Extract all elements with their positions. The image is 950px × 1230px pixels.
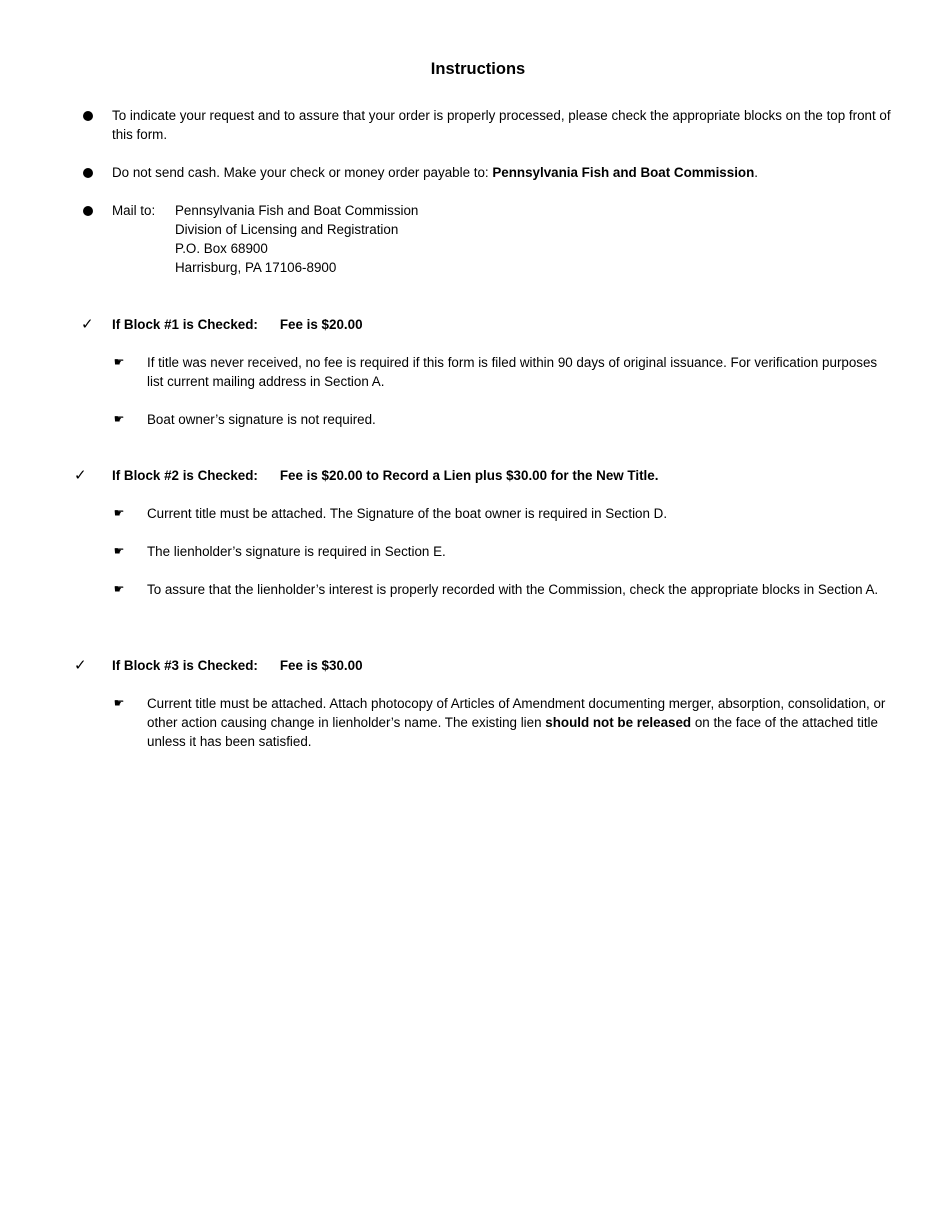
page-title: Instructions: [430, 60, 526, 78]
item-text: Boat owner’s signature is not required.: [147, 412, 376, 427]
address-line: Division of Licensing and Registration: [175, 222, 399, 237]
emphasis-text: should not be released: [545, 715, 692, 730]
payee-name: Pennsylvania Fish and Boat Commission: [492, 165, 755, 180]
block-heading: If Block #2 is Checked:: [112, 468, 258, 483]
pointing-hand-icon: ☛: [113, 544, 125, 558]
pointing-hand-icon: ☛: [113, 355, 125, 369]
filled-circle-icon: [83, 168, 93, 178]
bullet-text: Do not send cash. Make your check or money order payable to: Pennsylvania Fish and Boat Commission.: [112, 165, 759, 180]
fee-text: Fee is $20.00 to Record a Lien plus $30.00 for the New Title.: [279, 468, 659, 483]
address-line: P.O. Box 68900: [175, 241, 268, 256]
check-mark-icon: ✓: [74, 467, 87, 484]
check-mark-icon: ✓: [74, 657, 87, 674]
fee-text: Fee is $30.00: [279, 658, 363, 673]
address-lines: [175, 201, 575, 277]
address-line: Pennsylvania Fish and Boat Commission: [175, 203, 419, 218]
item-text: If title was never received, no fee is required if this form is filed within 90 days of original issuance. For verification purposes list current mailing address in Section A.: [147, 355, 878, 389]
pointing-hand-icon: ☛: [113, 412, 125, 426]
bullet-text: To indicate your request and to assure that your order is properly processed, please check the appropriate blocks on the top front of this form.: [112, 108, 891, 142]
address-line: Harrisburg, PA 17106-8900: [175, 260, 337, 275]
pointing-hand-icon: ☛: [113, 696, 125, 710]
filled-circle-icon: [83, 111, 93, 121]
item-text: Current title must be attached. The Signature of the boat owner is required in Section D.: [147, 506, 668, 521]
pointing-hand-icon: ☛: [113, 582, 125, 596]
check-mark-icon: ✓: [81, 316, 94, 333]
item-text: To assure that the lienholder’s interest is properly recorded with the Commission, check the appropriate blocks in Section A.: [147, 582, 879, 597]
pointing-hand-icon: ☛: [113, 506, 125, 520]
filled-circle-icon: [83, 206, 93, 216]
mailing-address: [112, 201, 902, 281]
fee-text: Fee is $20.00: [279, 317, 363, 332]
item-text: The lienholder’s signature is required in Section E.: [147, 544, 446, 559]
block-heading: If Block #1 is Checked:: [112, 317, 258, 332]
block-heading: If Block #3 is Checked:: [112, 658, 258, 673]
item-text: Current title must be attached. Attach photocopy of Articles of Amendment documenting merger, absorption, consolidation, or other action causing change in lienholder’s name. The existing lien should not be released on the face of the attached title unless it has been satisfied.: [147, 696, 886, 749]
mail-to-label: Mail to:: [112, 203, 156, 218]
